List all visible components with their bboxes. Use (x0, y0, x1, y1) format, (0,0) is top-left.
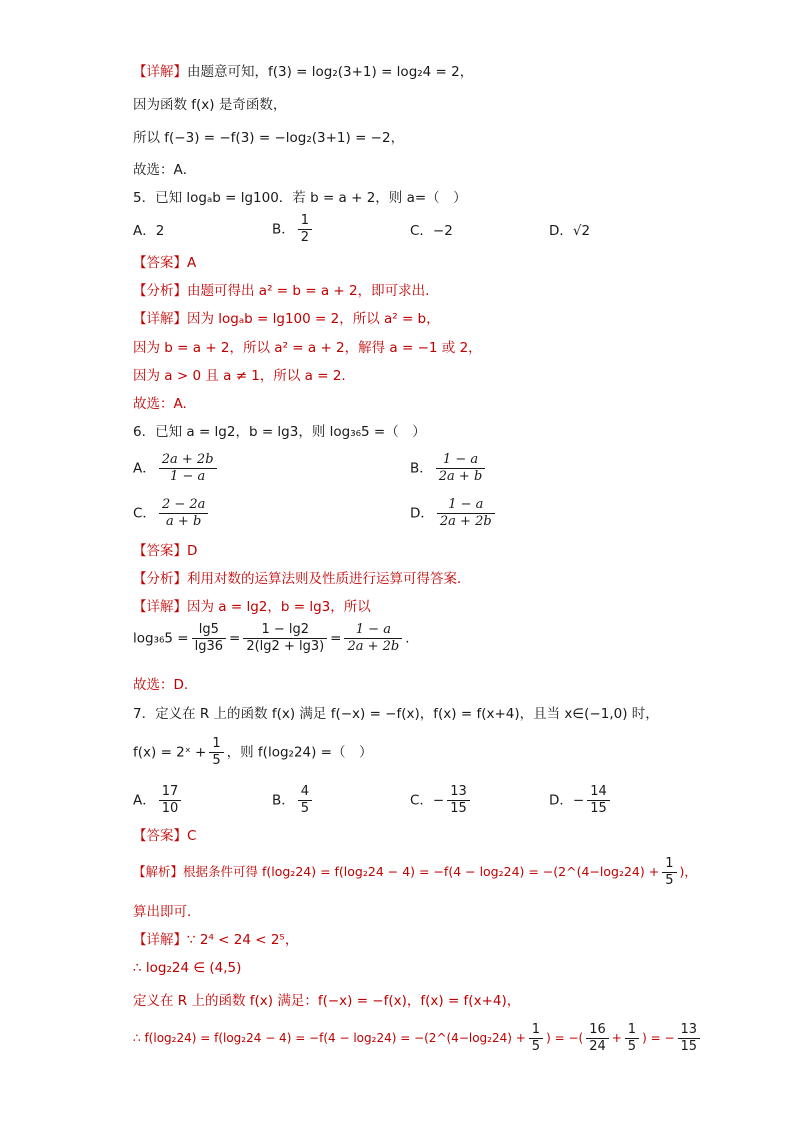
fraction (243, 622, 327, 655)
q7-analysis-post: )， (679, 864, 697, 879)
detail-q4-line2: 因为函数 f(x) 是奇函数， (133, 97, 287, 113)
section-text: 因为 a = lg2，b = lg3，所以 (187, 599, 371, 615)
denominator: 15 (680, 1039, 698, 1054)
q7-analysis-2: 算出即可. (133, 904, 192, 920)
q5-option-c: C．−2 (410, 223, 453, 239)
q6-detail-2: log₃₆5 = $\frac{\lg 5}{\lg 36}$ = $\frac{1 - \lg 2}{2(\lg 2 + \lg 3)}$ = $\frac{1 - a}{2a + 2b}$ . (133, 622, 410, 654)
q6-analysis (133, 569, 471, 589)
denominator: 2a + b (438, 469, 483, 484)
section-text: ∵ 2⁴ < 24 < 2⁵， (187, 932, 299, 948)
section-tag: 【答案】 (133, 828, 187, 844)
section-text: D (187, 543, 198, 559)
numerator: 4 (298, 784, 312, 801)
fraction (625, 1022, 639, 1055)
numerator: 1 (662, 856, 676, 873)
fraction (678, 1022, 701, 1055)
q7-option-d-label: D．− (549, 792, 585, 809)
numerator: 1 − a (437, 497, 495, 514)
q7-detail-4-pre: ∴ f(log₂24) = f(log₂24 − 4) = −f(4 − log₂24) = −(2^(4−log₂24) + (133, 1031, 526, 1045)
denominator: 15 (450, 801, 467, 816)
q7-option-a-fraction (159, 784, 182, 817)
q5-answer (133, 253, 196, 273)
section-text: 由题可得出 a² = b = a + 2，即可求出. (187, 283, 430, 299)
section-tag: 【详解】 (133, 932, 187, 948)
numerator: 13 (678, 1022, 701, 1039)
section-tag: 【分析】 (133, 571, 187, 587)
q6-option-d-fraction (437, 497, 495, 530)
q6-option-d (410, 497, 498, 530)
section-tag: 【详解】 (133, 64, 187, 80)
denominator: 5 (665, 873, 674, 888)
fraction (192, 622, 226, 655)
section-tag: 【答案】 (133, 255, 187, 271)
section-text: 利用对数的运算法则及性质进行运算可得答案． (187, 571, 471, 587)
q5-detail-1 (133, 309, 440, 329)
section-tag: 【分析】 (133, 283, 187, 299)
denominator: 1 − a (170, 469, 206, 484)
q7-option-b-label: B． (272, 792, 295, 809)
section-text: A (187, 255, 197, 271)
denominator: 2 (300, 230, 310, 245)
q7-option-b (272, 784, 315, 817)
q5-analysis (133, 281, 429, 301)
q5-option-b-label: B． (272, 221, 295, 238)
denominator: 5 (212, 753, 221, 768)
q7-option-c (410, 784, 473, 817)
q7-option-b-fraction (298, 784, 312, 817)
question-7-line2 (133, 736, 373, 769)
q6-option-b (410, 452, 488, 485)
fraction (209, 736, 223, 769)
select-q4: 故选：A． (133, 162, 197, 178)
q7-option-d-fraction (587, 784, 610, 817)
q7-detail-1 (133, 930, 298, 950)
q6-option-a-label: A． (133, 460, 156, 477)
q6-select: 故选：D. (133, 677, 189, 693)
q7-analysis-pre: 【解析】根据条件可得 f(log₂24) = f(log₂24 − 4) = −f(4 − log₂24) = −(2^(4−log₂24) + (133, 864, 660, 879)
numerator: 1 (625, 1022, 639, 1039)
numerator: 2 − 2a (159, 497, 208, 514)
fraction (344, 622, 402, 655)
q6-option-a (133, 452, 220, 485)
q7-detail-4-eq: ) = − (642, 1031, 675, 1045)
q5-option-b (272, 213, 315, 246)
q5-detail-2: 因为 b = a + 2，所以 a² = a + 2，解得 a = −1 或 2， (133, 340, 482, 356)
q7-detail-3: 定义在 R 上的函数 f(x) 满足：f(−x) = −f(x)，f(x) = f(x+4)， (133, 993, 521, 1009)
q7-option-a-label: A． (133, 792, 156, 809)
denominator: 2a + 2b (439, 514, 492, 529)
fraction (586, 1022, 609, 1055)
denominator: 2a + 2b (347, 639, 400, 654)
q7-detail-2: ∴ log₂24 ∈ (4,5) (133, 960, 242, 976)
q5-select: 故选：A. (133, 396, 187, 412)
section-tag: 【答案】 (133, 543, 187, 559)
denominator: 24 (589, 1039, 606, 1054)
q7-option-a (133, 784, 184, 817)
q6-option-a-fraction (159, 452, 217, 485)
q6-option-c-label: C． (133, 505, 156, 522)
detail-q4-line3: 所以 f(−3) = −f(3) = −log₂(3+1) = −2， (133, 130, 405, 146)
numerator: 1 − a (344, 622, 402, 639)
q7-detail-4 (133, 1022, 703, 1055)
numerator: 17 (159, 784, 182, 801)
fraction (662, 856, 676, 889)
denominator: a + b (166, 514, 202, 529)
q5-option-d: D．√2 (549, 223, 591, 239)
q6-option-c (133, 497, 211, 530)
numerator: 14 (587, 784, 610, 801)
question-5: 5．已知 logₐb = lg100．若 b = a + 2，则 a=（ ） (133, 190, 467, 206)
q6-answer (133, 541, 197, 561)
q7-detail-4-mid: ) = −( (546, 1031, 584, 1045)
denominator: 15 (590, 801, 607, 816)
section-text: 由题意可知，f(3) = log₂(3+1) = log₂4 = 2， (187, 64, 474, 80)
q5-option-b-fraction (298, 213, 312, 246)
q6-option-b-fraction (436, 452, 486, 485)
q7-option-d (549, 784, 613, 817)
q7-line2-pre: f(x) = 2ˣ + (133, 744, 207, 761)
q6-detail-1 (133, 597, 371, 617)
numerator: 2a + 2b (159, 452, 217, 469)
q7-line2-post: ，则 f(log₂24) =（ ） (226, 744, 373, 761)
question-7-line1: 7．定义在 R 上的函数 f(x) 满足 f(−x) = −f(x)，f(x) = f(x+4)，且当 x∈(−1,0) 时， (133, 706, 659, 722)
q7-option-c-label: C．− (410, 792, 445, 809)
q6-option-d-label: D． (410, 505, 434, 522)
detail-q4-line1 (133, 62, 473, 82)
q5-option-a: A．2 (133, 223, 165, 239)
section-tag: 【详解】 (133, 599, 187, 615)
q7-option-c-fraction (447, 784, 470, 817)
denominator: 5 (300, 801, 310, 816)
q6-option-b-label: B． (410, 460, 433, 477)
denominator: 5 (627, 1039, 637, 1054)
q7-answer (133, 826, 196, 846)
question-6: 6．已知 a = lg2，b = lg3，则 log₃₆5 =（ ） (133, 424, 426, 440)
numerator: 1 − lg2 (243, 622, 327, 639)
section-tag: 【详解】 (133, 311, 187, 327)
numerator: 1 (298, 213, 312, 230)
q7-analysis (133, 856, 697, 889)
numerator: 13 (447, 784, 470, 801)
numerator: lg5 (192, 622, 226, 639)
numerator: 1 (529, 1022, 543, 1039)
q7-detail-4-plus: + (611, 1031, 622, 1045)
numerator: 1 (209, 736, 223, 753)
q5-detail-3: 因为 a > 0 且 a ≠ 1，所以 a = 2. (133, 368, 346, 384)
fraction (529, 1022, 543, 1055)
section-text: C (187, 828, 197, 844)
q6-detail-2-lhs: log₃₆5 = (133, 630, 189, 647)
denominator: 5 (531, 1039, 541, 1054)
section-text: 因为 logₐb = lg100 = 2，所以 a² = b， (187, 311, 440, 327)
denominator: 10 (161, 801, 179, 816)
q6-option-c-fraction (159, 497, 208, 530)
denominator: 2(lg2 + lg3) (246, 639, 325, 654)
numerator: 1 − a (436, 452, 486, 469)
denominator: lg36 (194, 639, 224, 654)
numerator: 16 (586, 1022, 609, 1039)
